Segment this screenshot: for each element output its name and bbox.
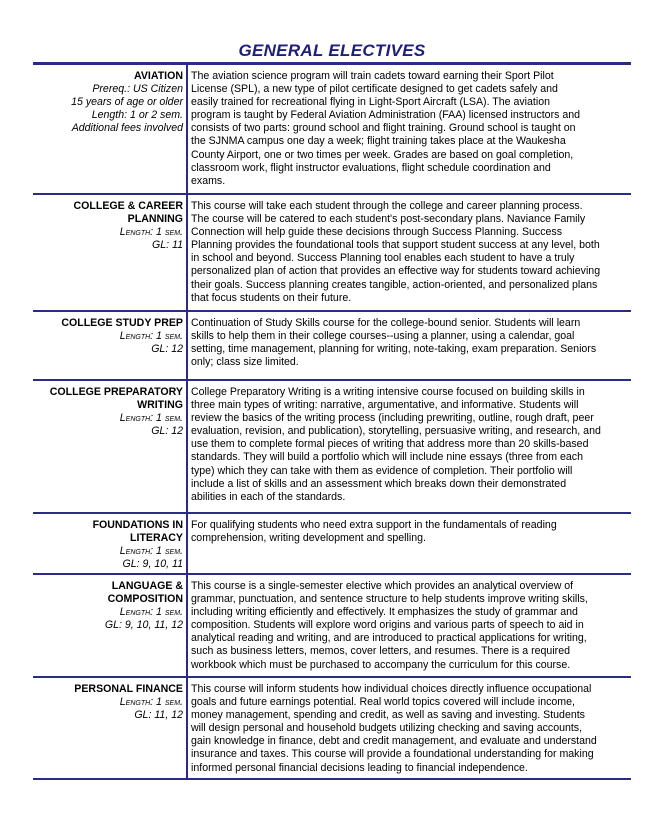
description-line: gain knowledge in finance, debt and credit management, and evaluate and understand	[191, 735, 597, 748]
course-description	[188, 381, 631, 512]
description-line: insurance and taxes. This course will provide a foundational understanding for making	[191, 748, 594, 761]
description-line: classroom work, flight instructor evaluations, flight schedule coordination and	[191, 161, 551, 174]
description-line: Planning provides the foundational tools that support student success at any level, both	[191, 239, 600, 252]
description-line: the SJNMA campus one day a week; flight training takes place at the Waukesha	[191, 135, 566, 148]
description-line: Connection will help guide these decisions through Success Planning. Success	[191, 226, 563, 239]
description-line: abilities in each of the standards.	[191, 490, 346, 503]
description-line: such as business letters, memos, cover letters, and resumes. There is a required	[191, 645, 570, 658]
description-line: composition. Students will explore word origins and various parts of speech to aid in	[191, 619, 584, 632]
course-description	[188, 195, 631, 310]
description-line: For qualifying students who need extra support in the fundamentals of reading	[191, 519, 557, 531]
course-name: FOUNDATIONS IN	[92, 519, 183, 531]
course-length: Length: 1 sem.	[119, 330, 183, 343]
course-name: AVIATION	[133, 70, 183, 82]
course-name: LANGUAGE &	[111, 580, 183, 592]
description-line: goals and future earnings potential. Real world topics covered will include income,	[191, 696, 575, 709]
description-line: skills to help them in their college courses--using a planner, using a calendar, goal	[191, 330, 575, 343]
description-line: grammar, punctuation, and sentence structure to help students improve writing skills,	[191, 593, 588, 606]
description-line: This course will take each student through the college and career planning process.	[191, 200, 583, 212]
description-line: program is taught by Federal Aviation Administration (FAA) licensed instructors and	[191, 109, 581, 122]
page-title: GENERAL ELECTIVES	[238, 41, 426, 60]
course-description	[188, 312, 631, 379]
description-line: The course will be catered to each student's post-secondary plans. Naviance Family	[191, 213, 586, 226]
course-name: COLLEGE STUDY PREP	[61, 317, 183, 329]
course-row-college-career-planning	[33, 195, 631, 312]
course-name: COLLEGE & CAREER	[73, 200, 183, 212]
description-line: will design personal and household budgets utilizing checking and saving accounts,	[191, 722, 583, 735]
course-grade-level: GL: 11	[151, 239, 183, 252]
description-line: College Preparatory Writing is a writing intensive course focused on building skills in	[191, 386, 585, 398]
description-line: This course is a single-semester elective which provides an analytical overview of	[191, 580, 574, 592]
course-row-foundations-in-literacy	[33, 514, 631, 575]
course-grade-level: GL: 11, 12	[134, 709, 183, 722]
description-line: include a list of skills and an assessment which breaks down their demonstrated	[191, 477, 567, 490]
description-line: The aviation science program will train cadets toward earning their Sport Pilot	[191, 70, 554, 82]
course-length: Length: 1 sem.	[119, 696, 183, 709]
course-info	[33, 514, 188, 573]
course-info	[33, 678, 188, 778]
course-grade-level: GL: 12	[151, 425, 183, 438]
description-line: exams.	[191, 174, 226, 187]
course-description	[188, 514, 631, 573]
course-length: Length: 1 sem.	[119, 226, 183, 239]
course-grade-level: GL: 9, 10, 11, 12	[104, 619, 183, 632]
description-line: This course will inform students how individual choices directly influence occupational	[191, 683, 592, 695]
course-fees: Additional fees involved	[71, 122, 183, 135]
course-info	[33, 195, 188, 310]
description-line: evaluation, revision, and publication), storytelling, persuasive writing, and research, and	[191, 425, 601, 438]
description-line: personalized plan of action that provides an effective way for students toward achieving	[191, 265, 601, 278]
course-info	[33, 312, 188, 379]
course-name: PERSONAL FINANCE	[74, 683, 183, 695]
description-line: workbook which must be purchased to accompany the curriculum for this course.	[191, 658, 571, 671]
description-line: comprehension, writing development and spelling.	[191, 532, 426, 545]
description-line: in school and beyond. Success Planning tool enables each student to have a truly	[191, 252, 575, 265]
description-line: informed personal financial decisions leading to financial independence.	[191, 761, 528, 774]
course-length: Length: 1 sem.	[119, 412, 183, 425]
course-row-college-study-prep	[33, 312, 631, 381]
description-line: only; class size limited.	[191, 356, 299, 369]
course-info	[33, 575, 188, 676]
course-name: COLLEGE PREPARATORY	[49, 386, 183, 398]
course-info	[33, 65, 188, 193]
course-row-aviation	[33, 65, 631, 195]
description-line: including writing efficiently and effectively. It emphasizes the study of grammar and	[191, 606, 578, 619]
course-description	[188, 575, 631, 676]
course-info	[33, 381, 188, 512]
course-name: PLANNING	[127, 213, 183, 226]
course-prereq: Prereq.: US Citizen	[92, 83, 183, 96]
description-line: that focus students on their future.	[191, 291, 352, 304]
course-length: Length: 1 or 2 sem.	[91, 109, 183, 122]
course-age: 15 years of age or older	[71, 96, 183, 109]
description-line: easily trained for recreational flying in Light-Sport Aircraft (LSA). The aviation	[191, 96, 550, 109]
course-table	[33, 65, 631, 780]
course-description	[188, 65, 631, 193]
course-row-personal-finance	[33, 678, 631, 780]
course-length: Length: 1 sem.	[119, 606, 183, 619]
description-line: analytical reading and writing, and are introduced to practical applications for writing,	[191, 632, 587, 645]
description-line: review the basics of the writing process (including prewriting, outline, rough draft, peer	[191, 412, 594, 425]
course-row-language-composition	[33, 575, 631, 678]
description-line: consists of two parts: ground school and flight training. Ground school is taught on	[191, 122, 576, 135]
course-description	[188, 678, 631, 778]
course-name: WRITING	[137, 399, 183, 412]
description-line: money management, spending and credit, as well as saving and investing. Students	[191, 709, 585, 722]
description-line: standards. They will build a portfolio which will include nine essays (three from each	[191, 451, 583, 464]
description-line: Continuation of Study Skills course for the college-bound senior. Students will learn	[191, 317, 581, 329]
description-line: three main types of writing: narrative, argumentative, and informative. Students will	[191, 399, 579, 412]
course-length: Length: 1 sem.	[119, 545, 183, 558]
course-grade-level: GL: 12	[151, 343, 183, 356]
description-line: use them to complete formal pieces of writing that address more than 20 skills-based	[191, 438, 589, 451]
course-grade-level: GL: 9, 10, 11	[122, 558, 183, 571]
course-name: COMPOSITION	[107, 593, 183, 606]
course-row-college-preparatory-writing	[33, 381, 631, 514]
description-line: type) which they can take with them as evidence of completion. Their portfolio will	[191, 464, 573, 477]
description-line: County Airport, one or two times per week. Grades are based on goal completion,	[191, 148, 574, 161]
course-name: LITERACY	[130, 532, 183, 545]
description-line: their goals. Success planning creates tangible, action-oriented, and personalized plans	[191, 278, 598, 291]
description-line: License (SPL), a new type of pilot certificate designed to get cadets safely and	[191, 83, 558, 96]
description-line: setting, time management, planning for writing, note-taking, exam preparation. Seniors	[191, 343, 597, 356]
